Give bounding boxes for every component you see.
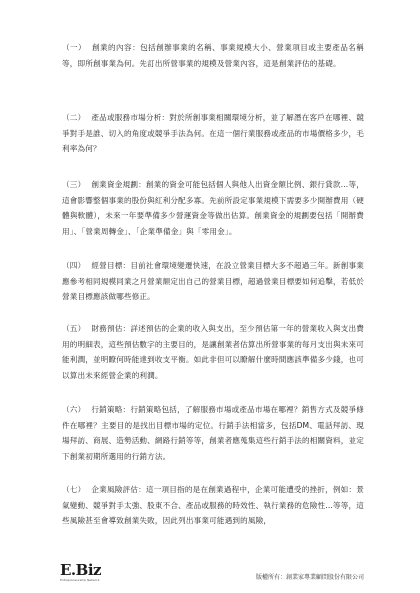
paragraph-text: 產品或服務市場分析：對於所創事業相關環境分析，並了解潛在客戶在哪裡、競爭對手是誰、切入的角度或競爭手法為何。在這一個行業服務或產品的市場價格多少，毛利率為何？ [62,113,365,153]
paragraph-text: 財務預估：詳述預估的企業的收入與支出，至少預估第一年的營業收入與支出費用的明細表，這些預估數字的主要目的，是讓創業者估算出所營事業的每月支出與未來可能利潤，並明瞭何時能達到收支平衡。如此非但可以瞭解什麼時間應該準備多少錢，也可以算出未來經營企業的利潤。 [62,324,365,380]
logo-subtitle: Entrepreneurship Network [60,578,100,582]
company-logo [60,563,100,585]
paragraph-text: 創業資金規劃：創業的資金可能包括個人與他人出資金額比例、銀行貸款…等，這會影響整個事業的股份與紅利分配多寡。先前所設定事業規模下需要多少開辦費用（硬體與軟體），未來一年要準備多少營運資金等做出估算。創業資金的規劃要包括「開辦費用」、「營業周轉金」、「企業準備金」與「零用金」。 [62,180,365,236]
paragraph-1 [62,40,364,71]
paragraph-number: （二） [62,113,86,122]
paragraph-4 [62,258,364,305]
paragraph-number: （七） [62,485,86,494]
paragraph-text: 經營目標：目前社會環境變遷快速，在設立營業目標大多不超過三年。新創事業應參考相同規模同業之月營業額定出自己的營業目標，超過營業目標要如何追擊，若低於營業目標應該做哪些修正。 [62,261,365,301]
paragraph-3 [62,177,364,239]
logo-mark: E.Biz [60,561,102,579]
paragraph-text: 創業的內容：包括創辦事業的名稱、事業規模大小、營業項目或主要產品名稱等，即所創事業為何。先訂出所營事業的規模及營業內容，這是創業評估的基礎。 [62,43,364,68]
paragraph-number: （四） [62,261,86,270]
paragraph-number: （六） [62,405,86,414]
paragraph-text: 行銷策略：行銷策略包括，了解服務市場或產品市場在哪裡？銷售方式及競爭條件在哪裡？主要目的是找出目標市場的定位。行銷手法相當多，包括DM、電話拜訪、現場拜訪、商展、造勢活動、網路行銷等等，創業者應蒐集這些行銷手法的相關資料，並定下創業初期所選用的行銷方法。 [62,405,365,461]
footer-copyright: 版權所有：創業家專業顧問股份有限公司 [255,574,364,581]
paragraph-2 [62,110,364,157]
paragraph-5 [62,321,364,383]
paragraph-number: （五） [62,324,86,333]
paragraph-number: （一） [62,43,87,52]
paragraph-6 [62,402,364,464]
paragraph-text: 企業風險評估：這一項目指的是在創業過程中，企業可能遭受的挫折，例如：景氣變動、競爭對手太強、股東不合、產品或服務的時效性、執行業務的危險性…等等，這些風險甚至會導致創業失敗，因此列出事業可能遇到的風險， [62,485,365,525]
paragraph-number: （三） [62,180,86,189]
paragraph-7 [62,482,364,529]
